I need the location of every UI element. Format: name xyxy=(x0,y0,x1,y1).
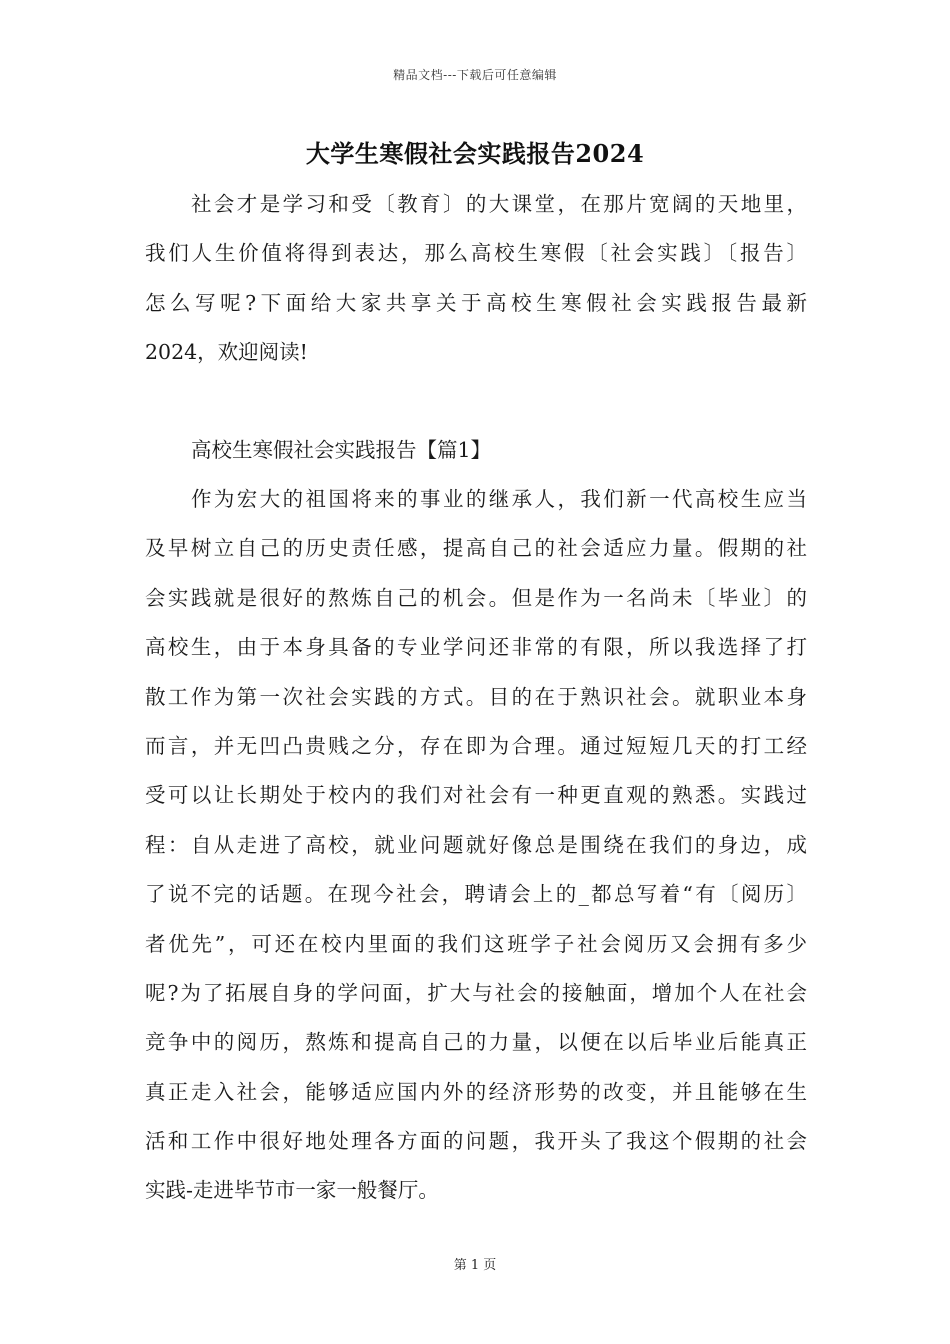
body-line: 活和工作中很好地处理各方面的问题，我开头了我这个假期的社会 xyxy=(145,1129,807,1154)
body-line: 作为宏大的祖国将来的事业的继承人，我们新一代高校生应当 xyxy=(191,487,807,511)
intro-line: 怎么写呢?下面给大家共享关于高校生寒假社会实践报告最新 xyxy=(145,290,807,315)
body-line: 高校生，由于本身具备的专业学问还非常的有限，所以我选择了打 xyxy=(145,635,807,660)
body-line: 者优先”，可还在校内里面的我们这班学子社会阅历又会拥有多少 xyxy=(145,931,807,956)
body-line: 了说不完的话题。在现今社会，聘请会上的_都总写着“有〔阅历〕 xyxy=(145,882,807,907)
body-line: 受可以让长期处于校内的我们对社会有一种更直观的熟悉。实践过 xyxy=(145,783,807,808)
body-line: 实践-走进毕节市一家一般餐厅。 xyxy=(145,1178,439,1203)
body-line: 而言，并无凹凸贵贱之分，存在即为合理。通过短短几天的打工经 xyxy=(145,733,807,758)
body-line: 散工作为第一次社会实践的方式。目的在于熟识社会。就职业本身 xyxy=(145,684,807,709)
body-line: 竞争中的阅历，熬炼和提高自己的力量，以便在以后毕业后能真正 xyxy=(145,1030,807,1055)
intro-line: 社会才是学习和受〔教育〕的大课堂，在那片宽阔的天地里， xyxy=(191,192,807,216)
intro-line: 2024，欢迎阅读! xyxy=(145,340,308,365)
intro-line: 我们人生价值将得到表达，那么高校生寒假〔社会实践〕〔报告〕 xyxy=(145,241,807,266)
page-number: 第 1 页 xyxy=(453,1258,497,1273)
body-line: 及早树立自己的历史责任感，提高自己的社会适应力量。假期的社 xyxy=(145,536,807,561)
intro-paragraph xyxy=(145,180,807,378)
body-paragraph xyxy=(145,475,807,1216)
page-header: 精品文档---下载后可任意编辑 xyxy=(393,68,557,82)
body-line: 会实践就是很好的熬炼自己的机会。但是作为一名尚未〔毕业〕的 xyxy=(145,585,807,610)
body-line: 真正走入社会，能够适应国内外的经济形势的改变，并且能够在生 xyxy=(145,1079,807,1104)
body-line: 程：自从走进了高校，就业问题就好像总是围绕在我们的身边，成 xyxy=(145,832,807,857)
body-line: 呢?为了拓展自身的学问面，扩大与社会的接触面，增加个人在社会 xyxy=(145,980,807,1005)
section-heading: 高校生寒假社会实践报告【篇1】 xyxy=(191,438,492,462)
document-title: 大学生寒假社会实践报告2024 xyxy=(305,139,645,168)
